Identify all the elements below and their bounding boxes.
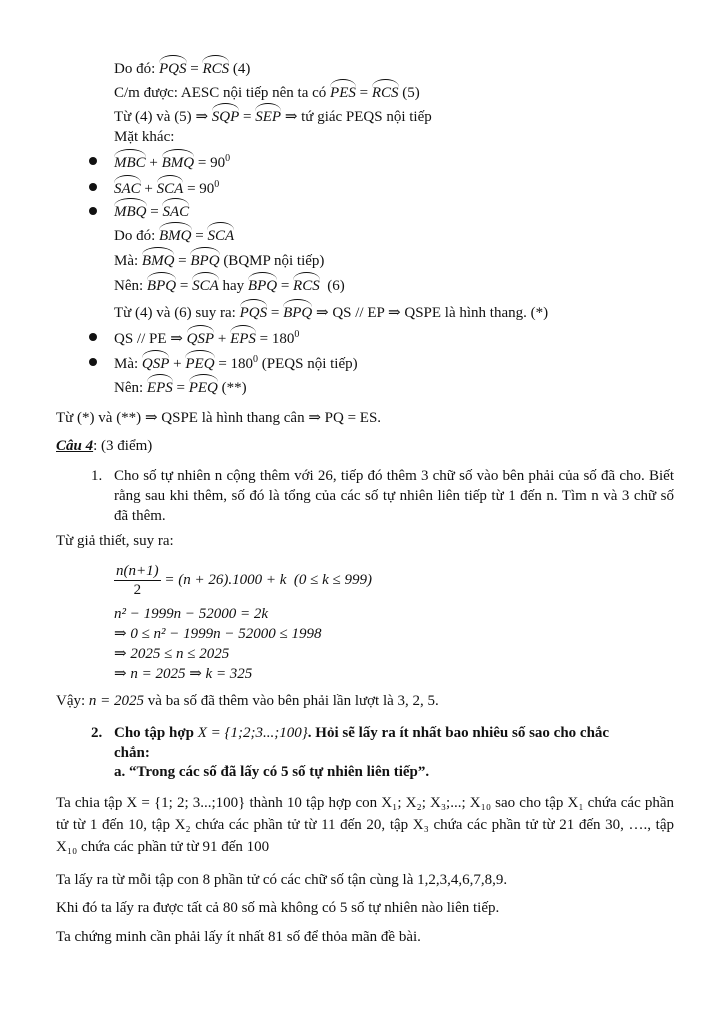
bullet-icon [89, 157, 97, 165]
equation-5: ⇒ n = 2025 ⇒ k = 325 [114, 666, 253, 682]
section-heading: Câu 4: (3 điểm) [56, 438, 153, 454]
line-4: Do đó: PQS = RCS (4) [114, 56, 250, 79]
bullet-icon [89, 333, 97, 341]
question-2-number: 2. [91, 725, 103, 741]
question-2a: a. “Trong các số đã lấy có 5 số tự nhiên liên tiếp”. [114, 764, 430, 780]
bullet-line-3: MBQ = SAC [114, 199, 189, 222]
line-mat-khac: Mặt khác: [114, 129, 175, 145]
question-1-number: 1. [91, 468, 103, 484]
bullet-line-5: Mà: QSP + PEQ = $180^0$ (PEQS nội tiếp) [114, 350, 358, 374]
equation-1: $\frac{n(n+1)}{2}$ = (n + 26).1000 + k (0 ≤ k ≤ 999) [116, 563, 373, 598]
from-hypothesis: Từ giả thiết, suy ra: [56, 533, 174, 549]
bullet-line-1: MBC + BMQ = $90^0$ [114, 149, 230, 173]
question-1-text: Cho số tự nhiên n cộng thêm với 26, tiếp đó thêm 3 chữ số vào bên phải của số đã cho. Biết rằng sau khi thêm, số đó là tổng của các số tự nhiên liên tiếp từ 1 đến n. Tìm n và 3 chữ số đã thêm. [114, 468, 674, 524]
line-nen: Nên: BPQ = SCA hay BPQ = RCS (6) [114, 273, 345, 296]
bullet-icon [89, 183, 97, 191]
arc-rcs: RCS [202, 56, 229, 79]
equation-2: n² − 1999n − 52000 = 2k [114, 606, 269, 622]
bullet-line-2: SAC + SCA = $90^0$ [114, 175, 219, 199]
line-hinh-thang: Từ (4) và (6) suy ra: PQS = BPQ ⇒ QS // EP ⇒ QSPE là hình thang. (*) [114, 300, 548, 323]
paragraph-4: Ta chứng minh cần phải lấy ít nhất 81 số để thỏa mãn đề bài. [56, 929, 421, 945]
bullet-icon [89, 207, 97, 215]
line-nen-2: Nên: EPS = PEQ (**) [114, 375, 247, 398]
line-tu-giac: Từ (4) và (5) ⇒ SQP = SEP ⇒ tứ giác PEQS nội tiếp [114, 104, 432, 127]
paragraph-2: Ta lấy ra từ mỗi tập con 8 phần tử có các chữ số tận cùng là 1,2,3,4,6,7,8,9. [56, 872, 508, 888]
paragraph-1: Ta chia tập X = {1; 2; 3...;100} thành 10 tập hợp con X₁; X₂; X₃;...; X₁₀ sao cho tập X₁ chứa các phần tử từ 1 đến 10, tập X₂ chứa các phần tử từ 11 đến 20, tập X₃ chứa các phần tử từ 21 đến 30, …., tập X₁₀ chứa các phần tử từ 91 đến 100 [56, 795, 674, 855]
question-2-text: Cho tập hợp X = {1;2;3...;100}. Hỏi sẽ lấy ra ít nhất bao nhiêu số sao cho chắc [114, 725, 610, 741]
line-ma: Mà: BMQ = BPQ (BQMP nội tiếp) [114, 248, 324, 271]
equation-4: ⇒ 2025 ≤ n ≤ 2025 [114, 646, 230, 662]
bullet-line-4: QS // PE ⇒ QSP + EPS = $180^0$ [114, 325, 299, 349]
arc-pqs: PQS [159, 56, 187, 79]
question-2-text-2: chắn: [114, 745, 150, 761]
line-5: C/m được: AESC nội tiếp nên ta có PES = RCS (5) [114, 80, 420, 103]
equation-3: ⇒ 0 ≤ n² − 1999n − 52000 ≤ 1998 [114, 626, 322, 642]
bullet-icon [89, 358, 97, 366]
line-do-do-2: Do đó: BMQ = SCA [114, 223, 234, 246]
answer-line: Vậy: n = 2025 và ba số đã thêm vào bên phải lần lượt là 3, 2, 5. [56, 693, 439, 709]
conclusion: Từ (*) và (**) ⇒ QSPE là hình thang cân ⇒ PQ = ES. [56, 410, 382, 426]
paragraph-3: Khi đó ta lấy ra được tất cả 80 số mà không có 5 số tự nhiên nào liên tiếp. [56, 900, 500, 916]
